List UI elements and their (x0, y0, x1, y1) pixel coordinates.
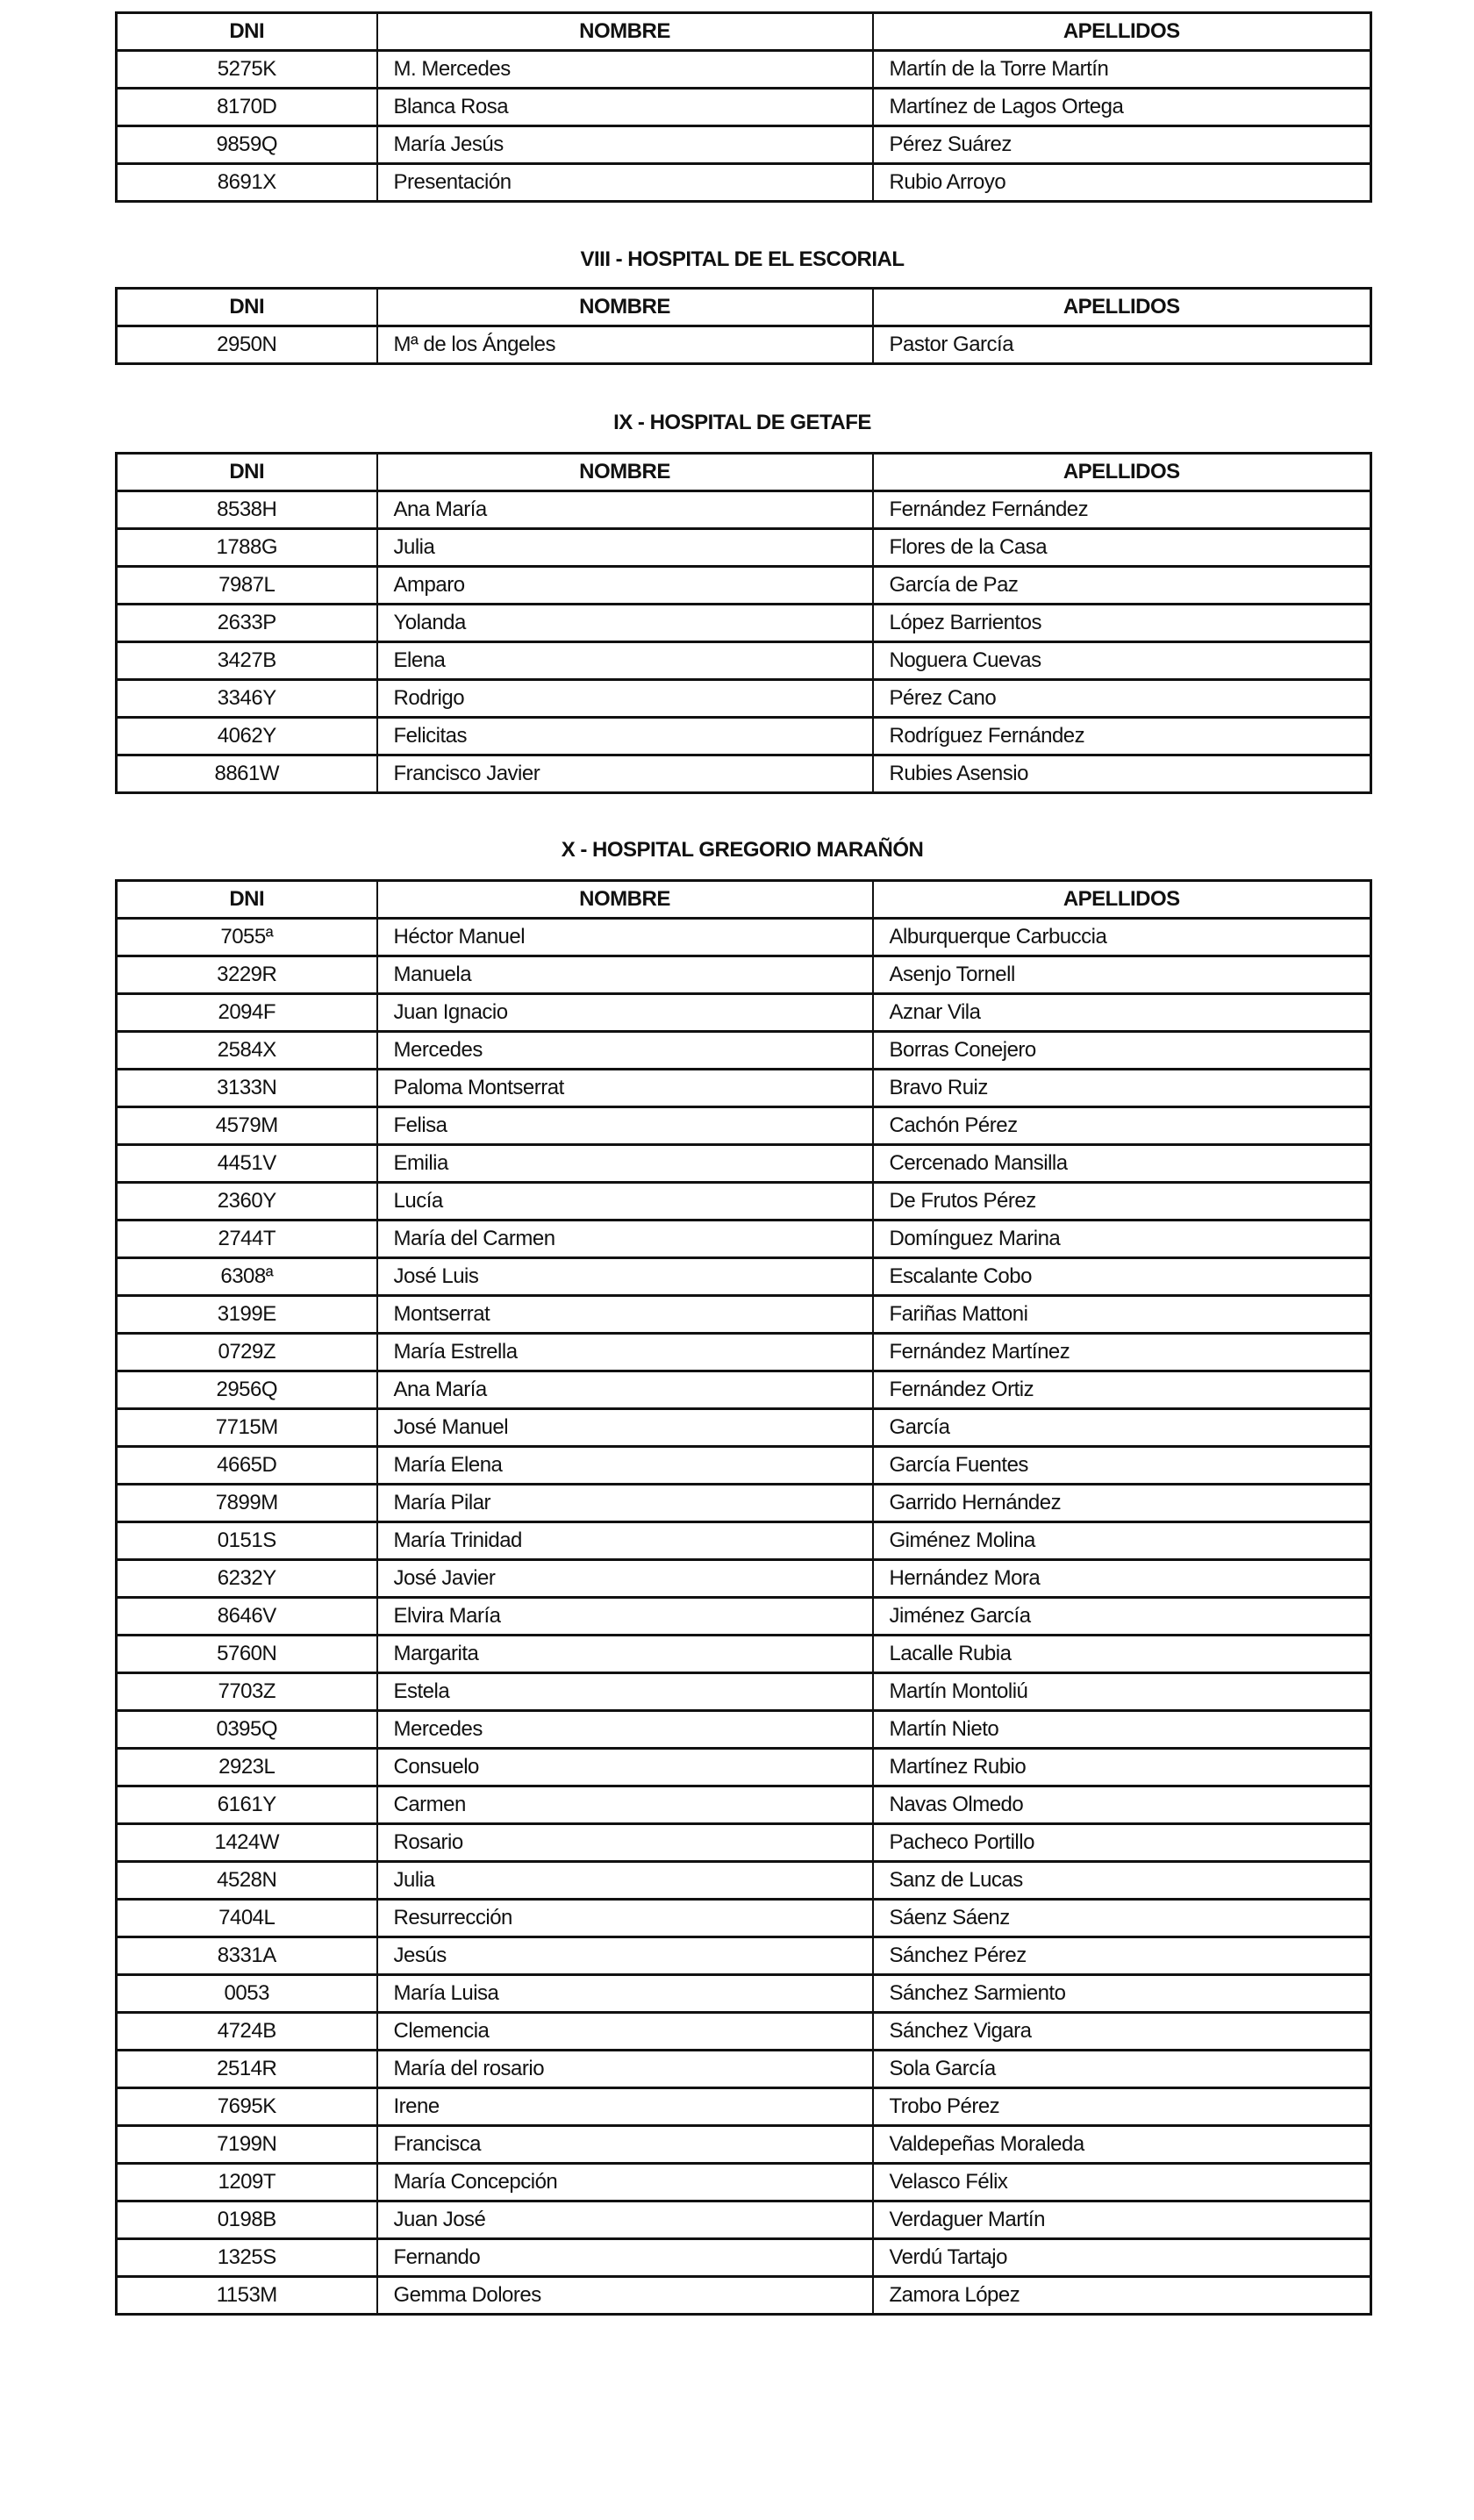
apellidos-cell: Pacheco Portillo (873, 1824, 1371, 1862)
dni-cell: 7695K (117, 2088, 377, 2126)
column-header-apellidos: APELLIDOS (873, 881, 1371, 919)
table-row (117, 1786, 1371, 1824)
apellidos-cell: Alburquerque Carbuccia (873, 919, 1371, 956)
table-row (117, 567, 1371, 605)
dni-cell: 2360Y (117, 1183, 377, 1221)
nombre-cell: Juan Ignacio (377, 994, 873, 1032)
table-row (117, 1862, 1371, 1900)
table-row (117, 919, 1371, 956)
table-row (117, 529, 1371, 567)
dni-cell: 1788G (117, 529, 377, 567)
table-row (117, 1673, 1371, 1711)
table-row (117, 1145, 1371, 1183)
nombre-cell: Fernando (377, 2239, 873, 2277)
table-row (117, 1032, 1371, 1070)
table-row (117, 1296, 1371, 1334)
column-header-apellidos: APELLIDOS (873, 13, 1371, 51)
dni-cell: 0395Q (117, 1711, 377, 1749)
apellidos-cell: Verdú Tartajo (873, 2239, 1371, 2277)
apellidos-cell: Velasco Félix (873, 2164, 1371, 2201)
dni-cell: 8646V (117, 1598, 377, 1636)
table-row (117, 1636, 1371, 1673)
table-row (117, 126, 1371, 164)
dni-cell: 4579M (117, 1107, 377, 1145)
dni-cell: 7715M (117, 1409, 377, 1447)
column-header-dni: DNI (117, 289, 377, 326)
apellidos-cell: Noguera Cuevas (873, 642, 1371, 680)
apellidos-cell: López Barrientos (873, 605, 1371, 642)
table-row (117, 956, 1371, 994)
apellidos-cell: Martín Montoliú (873, 1673, 1371, 1711)
nombre-cell: Héctor Manuel (377, 919, 873, 956)
table-row (117, 1975, 1371, 2013)
dni-cell: 6308ª (117, 1258, 377, 1296)
table-row (117, 2013, 1371, 2051)
table-row (117, 755, 1371, 793)
apellidos-cell: Martínez de Lagos Ortega (873, 89, 1371, 126)
dni-cell: 8861W (117, 755, 377, 793)
apellidos-cell: De Frutos Pérez (873, 1183, 1371, 1221)
apellidos-cell: Zamora López (873, 2277, 1371, 2315)
dni-cell: 8331A (117, 1937, 377, 1975)
dni-cell: 7055ª (117, 919, 377, 956)
nombre-cell: Consuelo (377, 1749, 873, 1786)
staff-table (115, 11, 1372, 203)
table-row (117, 1900, 1371, 1937)
apellidos-cell: Cercenado Mansilla (873, 1145, 1371, 1183)
nombre-cell: Julia (377, 1862, 873, 1900)
nombre-cell: Ana María (377, 1371, 873, 1409)
dni-cell: 5760N (117, 1636, 377, 1673)
nombre-cell: Francisca (377, 2126, 873, 2164)
apellidos-cell: García de Paz (873, 567, 1371, 605)
table-row (117, 718, 1371, 755)
table-row (117, 1749, 1371, 1786)
dni-cell: 9859Q (117, 126, 377, 164)
nombre-cell: María del rosario (377, 2051, 873, 2088)
dni-cell: 7404L (117, 1900, 377, 1937)
table-row (117, 326, 1371, 364)
nombre-cell: Rodrigo (377, 680, 873, 718)
dni-cell: 0198B (117, 2201, 377, 2239)
apellidos-cell: Giménez Molina (873, 1522, 1371, 1560)
apellidos-cell: Pastor García (873, 326, 1371, 364)
apellidos-cell: Jiménez García (873, 1598, 1371, 1636)
nombre-cell: Francisco Javier (377, 755, 873, 793)
dni-cell: 0729Z (117, 1334, 377, 1371)
nombre-cell: Mercedes (377, 1032, 873, 1070)
table-row (117, 491, 1371, 529)
section-title: X - HOSPITAL GREGORIO MARAÑÓN (561, 838, 924, 862)
nombre-cell: José Manuel (377, 1409, 873, 1447)
table-row (117, 1485, 1371, 1522)
dni-cell: 8691X (117, 164, 377, 202)
table-row (117, 1107, 1371, 1145)
table-row (117, 164, 1371, 202)
table-header-row (117, 13, 1371, 51)
nombre-cell: Rosario (377, 1824, 873, 1862)
dni-cell: 7703Z (117, 1673, 377, 1711)
dni-cell: 4062Y (117, 718, 377, 755)
nombre-cell: María Estrella (377, 1334, 873, 1371)
nombre-cell: Elvira María (377, 1598, 873, 1636)
column-header-nombre: NOMBRE (377, 289, 873, 326)
nombre-cell: María Concepción (377, 2164, 873, 2201)
dni-cell: 1325S (117, 2239, 377, 2277)
table-row (117, 1711, 1371, 1749)
nombre-cell: Jesús (377, 1937, 873, 1975)
dni-cell: 7987L (117, 567, 377, 605)
nombre-cell: Yolanda (377, 605, 873, 642)
apellidos-cell: Rubies Asensio (873, 755, 1371, 793)
dni-cell: 5275K (117, 51, 377, 89)
table-row (117, 1522, 1371, 1560)
apellidos-cell: Rubio Arroyo (873, 164, 1371, 202)
apellidos-cell: Sáenz Sáenz (873, 1900, 1371, 1937)
nombre-cell: José Luis (377, 1258, 873, 1296)
dni-cell: 3229R (117, 956, 377, 994)
table-row (117, 1937, 1371, 1975)
dni-cell: 6232Y (117, 1560, 377, 1598)
nombre-cell: Estela (377, 1673, 873, 1711)
table-row (117, 2164, 1371, 2201)
table-row (117, 1409, 1371, 1447)
table-row (117, 680, 1371, 718)
nombre-cell: Juan José (377, 2201, 873, 2239)
nombre-cell: María Trinidad (377, 1522, 873, 1560)
column-header-nombre: NOMBRE (377, 13, 873, 51)
dni-cell: 1153M (117, 2277, 377, 2315)
dni-cell: 8170D (117, 89, 377, 126)
dni-cell: 0151S (117, 1522, 377, 1560)
apellidos-cell: Pérez Cano (873, 680, 1371, 718)
table-header-row (117, 289, 1371, 326)
dni-cell: 2514R (117, 2051, 377, 2088)
apellidos-cell: Valdepeñas Moraleda (873, 2126, 1371, 2164)
nombre-cell: Montserrat (377, 1296, 873, 1334)
nombre-cell: María Luisa (377, 1975, 873, 2013)
apellidos-cell: Pérez Suárez (873, 126, 1371, 164)
apellidos-cell: Martín Nieto (873, 1711, 1371, 1749)
apellidos-cell: Garrido Hernández (873, 1485, 1371, 1522)
apellidos-cell: Fernández Ortiz (873, 1371, 1371, 1409)
nombre-cell: Lucía (377, 1183, 873, 1221)
nombre-cell: Felicitas (377, 718, 873, 755)
table-row (117, 605, 1371, 642)
dni-cell: 8538H (117, 491, 377, 529)
table-header-row (117, 454, 1371, 491)
apellidos-cell: Escalante Cobo (873, 1258, 1371, 1296)
table-row (117, 2277, 1371, 2315)
column-header-dni: DNI (117, 454, 377, 491)
table-row (117, 1560, 1371, 1598)
dni-cell: 6161Y (117, 1786, 377, 1824)
dni-cell: 2923L (117, 1749, 377, 1786)
staff-table (115, 287, 1372, 365)
table-row (117, 1824, 1371, 1862)
nombre-cell: Margarita (377, 1636, 873, 1673)
apellidos-cell: Sánchez Pérez (873, 1937, 1371, 1975)
apellidos-cell: Sola García (873, 2051, 1371, 2088)
staff-table (115, 879, 1372, 2316)
apellidos-cell: Aznar Vila (873, 994, 1371, 1032)
nombre-cell: Irene (377, 2088, 873, 2126)
nombre-cell: Amparo (377, 567, 873, 605)
section-title: VIII - HOSPITAL DE EL ESCORIAL (580, 247, 905, 271)
nombre-cell: Manuela (377, 956, 873, 994)
apellidos-cell: Sanz de Lucas (873, 1862, 1371, 1900)
dni-cell: 2950N (117, 326, 377, 364)
table-row (117, 89, 1371, 126)
table-row (117, 2126, 1371, 2164)
nombre-cell: Felisa (377, 1107, 873, 1145)
nombre-cell: Presentación (377, 164, 873, 202)
apellidos-cell: Martínez Rubio (873, 1749, 1371, 1786)
table-row (117, 1334, 1371, 1371)
dni-cell: 4528N (117, 1862, 377, 1900)
column-header-apellidos: APELLIDOS (873, 454, 1371, 491)
nombre-cell: Mª de los Ángeles (377, 326, 873, 364)
nombre-cell: Ana María (377, 491, 873, 529)
dni-cell: 4451V (117, 1145, 377, 1183)
dni-cell: 2094F (117, 994, 377, 1032)
nombre-cell: Clemencia (377, 2013, 873, 2051)
dni-cell: 3133N (117, 1070, 377, 1107)
dni-cell: 7899M (117, 1485, 377, 1522)
apellidos-cell: Bravo Ruiz (873, 1070, 1371, 1107)
apellidos-cell: Flores de la Casa (873, 529, 1371, 567)
apellidos-cell: Fernández Fernández (873, 491, 1371, 529)
table-row (117, 1371, 1371, 1409)
apellidos-cell: Rodríguez Fernández (873, 718, 1371, 755)
dni-cell: 1424W (117, 1824, 377, 1862)
apellidos-cell: Trobo Pérez (873, 2088, 1371, 2126)
dni-cell: 2584X (117, 1032, 377, 1070)
nombre-cell: María Pilar (377, 1485, 873, 1522)
apellidos-cell: Martín de la Torre Martín (873, 51, 1371, 89)
table-row (117, 2051, 1371, 2088)
apellidos-cell: Sánchez Sarmiento (873, 1975, 1371, 2013)
dni-cell: 3199E (117, 1296, 377, 1334)
column-header-nombre: NOMBRE (377, 454, 873, 491)
staff-table (115, 452, 1372, 794)
apellidos-cell: Lacalle Rubia (873, 1636, 1371, 1673)
section-title: IX - HOSPITAL DE GETAFE (613, 411, 871, 434)
nombre-cell: Blanca Rosa (377, 89, 873, 126)
dni-cell: 3346Y (117, 680, 377, 718)
apellidos-cell: Verdaguer Martín (873, 2201, 1371, 2239)
dni-cell: 3427B (117, 642, 377, 680)
table-row (117, 1447, 1371, 1485)
dni-cell: 4724B (117, 2013, 377, 2051)
dni-cell: 7199N (117, 2126, 377, 2164)
table-row (117, 2239, 1371, 2277)
apellidos-cell: Hernández Mora (873, 1560, 1371, 1598)
dni-cell: 2744T (117, 1221, 377, 1258)
column-header-dni: DNI (117, 13, 377, 51)
nombre-cell: Gemma Dolores (377, 2277, 873, 2315)
column-header-dni: DNI (117, 881, 377, 919)
dni-cell: 1209T (117, 2164, 377, 2201)
apellidos-cell: Borras Conejero (873, 1032, 1371, 1070)
apellidos-cell: Domínguez Marina (873, 1221, 1371, 1258)
nombre-cell: Elena (377, 642, 873, 680)
dni-cell: 0053 (117, 1975, 377, 2013)
column-header-apellidos: APELLIDOS (873, 289, 1371, 326)
table-row (117, 51, 1371, 89)
nombre-cell: Emilia (377, 1145, 873, 1183)
apellidos-cell: García (873, 1409, 1371, 1447)
table-row (117, 1221, 1371, 1258)
table-row (117, 642, 1371, 680)
apellidos-cell: Navas Olmedo (873, 1786, 1371, 1824)
table-row (117, 1598, 1371, 1636)
nombre-cell: Mercedes (377, 1711, 873, 1749)
table-row (117, 1258, 1371, 1296)
table-header-row (117, 881, 1371, 919)
apellidos-cell: García Fuentes (873, 1447, 1371, 1485)
nombre-cell: José Javier (377, 1560, 873, 1598)
table-row (117, 2201, 1371, 2239)
table-row (117, 994, 1371, 1032)
table-row (117, 2088, 1371, 2126)
nombre-cell: Julia (377, 529, 873, 567)
apellidos-cell: Fernández Martínez (873, 1334, 1371, 1371)
nombre-cell: Resurrección (377, 1900, 873, 1937)
apellidos-cell: Fariñas Mattoni (873, 1296, 1371, 1334)
apellidos-cell: Cachón Pérez (873, 1107, 1371, 1145)
nombre-cell: Carmen (377, 1786, 873, 1824)
table-row (117, 1183, 1371, 1221)
dni-cell: 2956Q (117, 1371, 377, 1409)
nombre-cell: María Elena (377, 1447, 873, 1485)
dni-cell: 4665D (117, 1447, 377, 1485)
nombre-cell: M. Mercedes (377, 51, 873, 89)
dni-cell: 2633P (117, 605, 377, 642)
nombre-cell: María Jesús (377, 126, 873, 164)
apellidos-cell: Sánchez Vigara (873, 2013, 1371, 2051)
nombre-cell: María del Carmen (377, 1221, 873, 1258)
table-row (117, 1070, 1371, 1107)
nombre-cell: Paloma Montserrat (377, 1070, 873, 1107)
apellidos-cell: Asenjo Tornell (873, 956, 1371, 994)
column-header-nombre: NOMBRE (377, 881, 873, 919)
